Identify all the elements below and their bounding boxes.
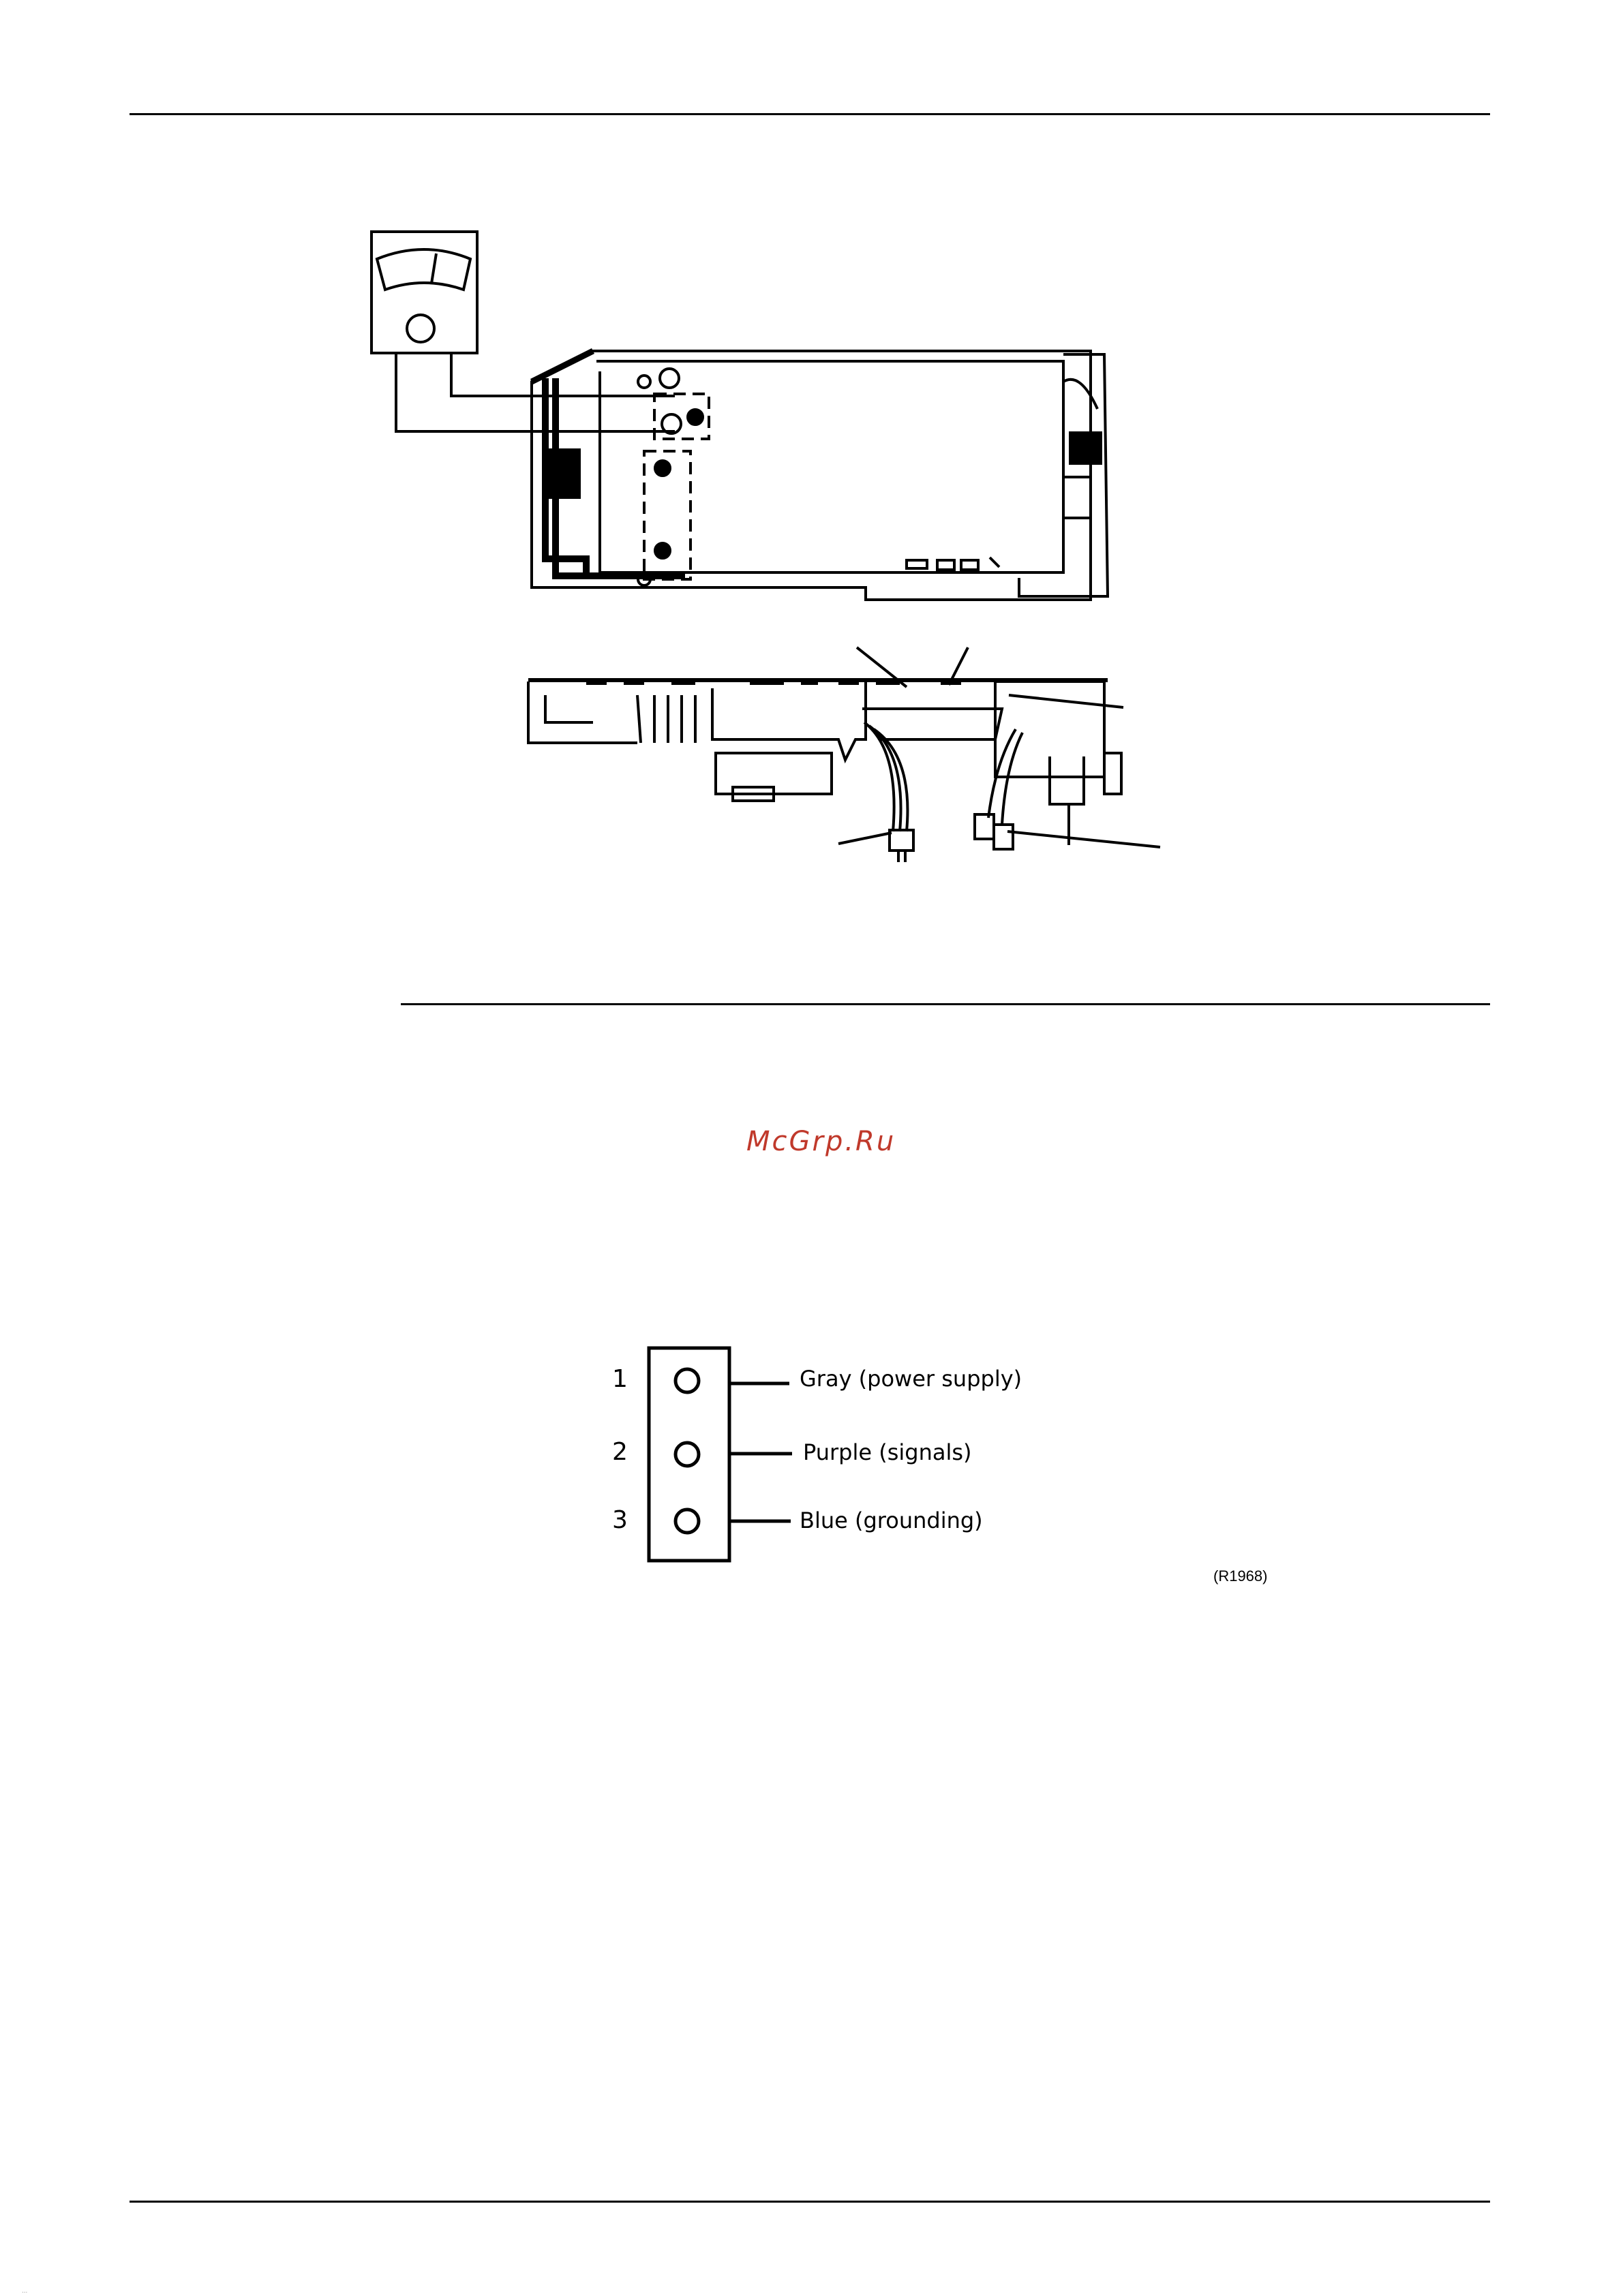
- wire-label-purple: Purple (signals): [803, 1439, 972, 1465]
- connector-body: [649, 1348, 729, 1561]
- wire-label-gray: Gray (power supply): [800, 1366, 1022, 1392]
- pin-2-icon: [676, 1443, 699, 1466]
- wire-label-blue: Blue (grounding): [800, 1507, 983, 1533]
- pin-number-1: 1: [612, 1365, 628, 1393]
- watermark-text: McGrp.Ru: [746, 1126, 896, 1157]
- footer-mark: ...: [22, 2287, 28, 2295]
- pin-3-icon: [676, 1510, 699, 1533]
- figure-reference: (R1968): [1213, 1567, 1268, 1585]
- bottom-rule: [130, 2201, 1490, 2203]
- pin-number-3: 3: [612, 1506, 628, 1534]
- pin-number-2: 2: [612, 1438, 628, 1466]
- pin-1-icon: [676, 1369, 699, 1392]
